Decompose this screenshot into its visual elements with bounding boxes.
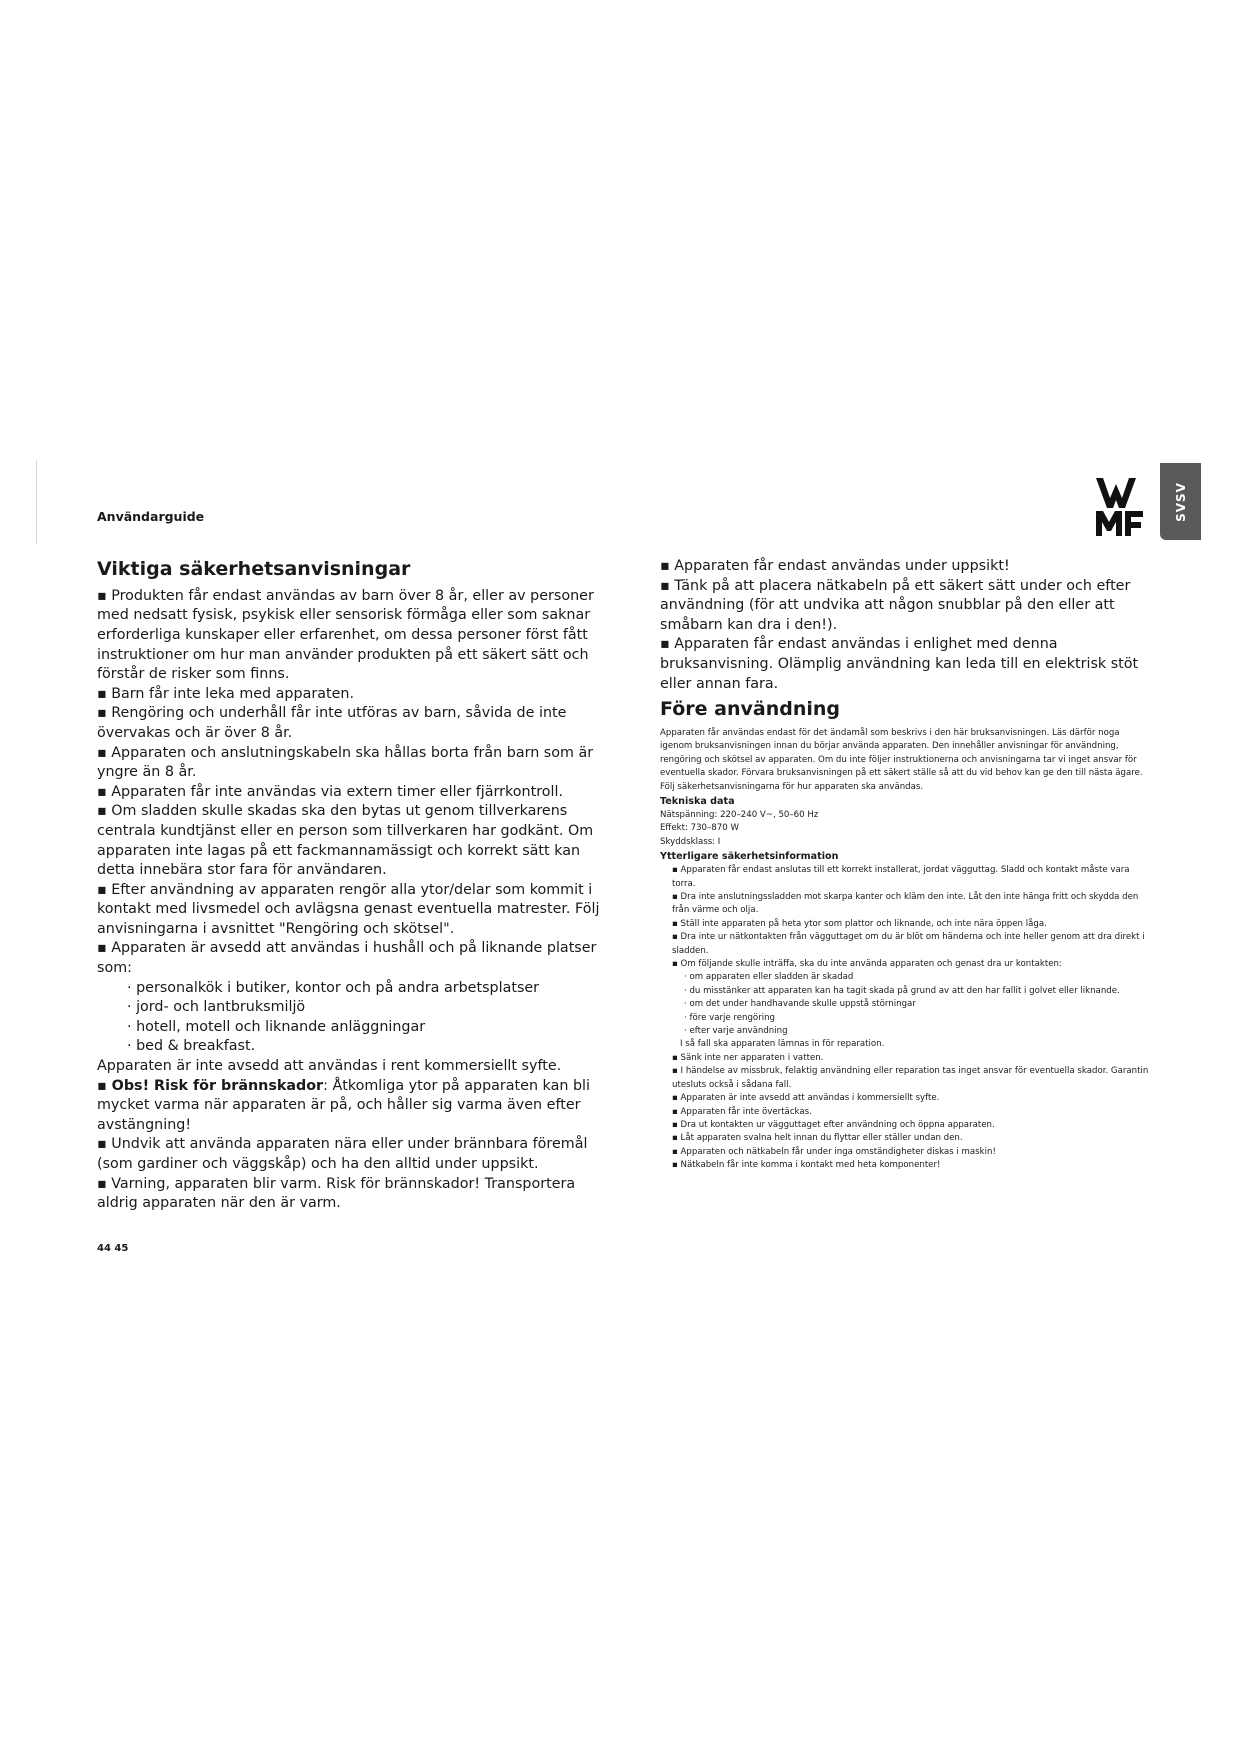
extra-safety-list xyxy=(660,864,1150,1172)
usage-place-item: · bed & breakfast. xyxy=(127,1038,256,1055)
extra-safety-item: ▪ Dra inte anslutningssladden mot skarpa kanter och kläm den inte. Låt den inte hänga fritt och skydda den från värme och olja. xyxy=(672,892,1139,916)
before-use-column xyxy=(660,557,1150,1173)
burn-warning xyxy=(97,1077,617,1136)
wmf-logo xyxy=(1096,478,1144,536)
tech-data-row: Effekt: 730–870 W xyxy=(660,823,739,834)
extra-safety-item: ▪ Apparaten är inte avsedd att användas i kommersiellt syfte. xyxy=(672,1093,940,1104)
usage-place-item: · jord- och lantbruksmiljö xyxy=(127,999,306,1016)
extra-safety-item: ▪ Om följande skulle inträffa, ska du inte använda apparaten och genast dra ur kontakten: xyxy=(672,959,1062,970)
safety-item: ▪ Apparaten och anslutningskabeln ska hållas borta från barn som är yngre än 8 år. xyxy=(97,744,594,781)
safety-item: ▪ Apparaten får endast användas i enlighet med denna bruksanvisning. Olämplig användning kan leda till en elektrisk stöt eller annan fara. xyxy=(660,636,1139,692)
extra-safety-item: ▪ Sänk inte ner apparaten i vatten. xyxy=(672,1052,824,1063)
before-use-body xyxy=(660,727,1150,1173)
safety-item: ▪ Om sladden skulle skadas ska den bytas ut genom tillverkarens centrala kundtjänst eller en person som tillverkaren har godkänt. Om apparaten inte lagas på ett fackmannamässigt och korrekt sätt kan detta innebära stor fara för användaren. xyxy=(97,803,594,879)
tech-data-row: Nätspänning: 220–240 V~, 50–60 Hz xyxy=(660,809,819,820)
tech-data-heading: Tekniska data xyxy=(660,795,735,807)
extra-safety-item: · du misstänker att apparaten kan ha tagit skada på grund av att den har fallit i golvet eller liknande. xyxy=(684,985,1120,996)
page-numbers: 44 45 xyxy=(97,1243,129,1254)
extra-safety-item: ▪ Dra ut kontakten ur vägguttaget efter användning och öppna apparaten. xyxy=(672,1119,995,1130)
safety-item: ▪ Barn får inte leka med apparaten. xyxy=(97,685,354,702)
safety-item: ▪ Apparaten får inte användas via extern timer eller fjärrkontroll. xyxy=(97,783,564,800)
extra-safety-item: ▪ Apparaten får endast anslutas till ett korrekt installerat, jordat vägguttag. Sladd och kontakt måste vara torra. xyxy=(672,865,1130,889)
extra-safety-heading: Ytterligare säkerhetsinformation xyxy=(660,851,839,863)
safety-item: ▪ Produkten får endast användas av barn över 8 år, eller av personer med nedsatt fysisk, psykisk eller sensorisk förmåga eller som saknar erforderliga kunskaper eller erfarenhet, om dessa personer först fått instruktioner om hur man använder produkten på ett säkert sätt och förstår de risker som finns. xyxy=(97,587,594,683)
extra-safety-item: · före varje rengöring xyxy=(684,1012,776,1023)
safety-heading: Viktiga säkerhetsanvisningar xyxy=(97,558,411,580)
extra-safety-item: · om det under handhavande skulle uppstå störningar xyxy=(684,999,916,1010)
extra-safety-item: ▪ I händelse av missbruk, felaktig användning eller reparation tas inget ansvar för eventuella skador. Garantin utesluts också i sådana fall. xyxy=(672,1066,1149,1090)
safety-item: ▪ Apparaten får endast användas under uppsikt! xyxy=(660,558,1010,574)
safety-item: ▪ Rengöring och underhåll får inte utföras av barn, såvida de inte övervakas och är över 8 år. xyxy=(97,705,567,741)
section-label: Användarguide xyxy=(97,509,205,524)
safety-item: ▪ Apparaten är avsedd att användas i hushåll och på liknande platser som: xyxy=(97,940,597,977)
intro-text: Följ säkerhetsanvisningarna för hur apparaten ska användas. xyxy=(660,781,924,792)
extra-safety-item: ▪ Nätkabeln får inte komma i kontakt med heta komponenter! xyxy=(672,1160,941,1171)
extra-safety-item: ▪ Låt apparaten svalna helt innan du flyttar eller ställer undan den. xyxy=(672,1133,963,1144)
intro-text: Apparaten får användas endast för det ändamål som beskrivs i den här bruksanvisningen. Läs därför noga igenom bruksanvisningen innan du börjar använda apparaten. Den innehåller anvisningar för användning, rengöring och skötsel av apparaten. Om du inte följer instruktionerna och anvisningarna tar vi inget ansvar för eventuella skador. Förvara bruksanvisningen på ett säkert ställe så att du vid behov kan ge den till nästa ägare. xyxy=(660,727,1143,779)
safety-item: ▪ Varning, apparaten blir varm. Risk för brännskador! Transportera aldrig apparaten när den är varm. xyxy=(97,1175,576,1212)
safety-item: ▪ Efter användning av apparaten rengör alla ytor/delar som kommit i kontakt med livsmedel och avlägsna genast eventuella matrester. Följ anvisningarna i avsnittet "Rengöring och skötsel". xyxy=(97,881,600,937)
extra-safety-item: · om apparaten eller sladden är skadad xyxy=(684,972,854,983)
safety-item: ▪ Undvik att använda apparaten nära eller under brännbara föremål (som gardiner och väggskåp) och ha den alltid under uppsikt. xyxy=(97,1136,588,1173)
extra-safety-item: · efter varje användning xyxy=(684,1026,788,1037)
extra-safety-item: ▪ Dra inte ur nätkontakten från vägguttaget om du är blöt om händerna och inte heller genom att dra direkt i sladden. xyxy=(672,932,1145,956)
extra-safety-item: ▪ Apparaten och nätkabeln får under inga omständigheter diskas i maskin! xyxy=(672,1146,996,1157)
safety-item: ▪ Tänk på att placera nätkabeln på ett säkert sätt under och efter användning (för att undvika att någon snubblar på den eller att småbarn kan dra i den!). xyxy=(660,577,1131,633)
language-code: SVSV xyxy=(1173,481,1188,522)
before-use-heading: Före användning xyxy=(660,698,840,721)
extra-safety-item: ▪ Apparaten får inte övertäckas. xyxy=(672,1106,812,1117)
usage-place-item: · personalkök i butiker, kontor och på andra arbetsplatser xyxy=(127,979,540,996)
usage-place-item: · hotell, motell och liknande anläggningar xyxy=(127,1018,426,1035)
extra-safety-item: ▪ Ställ inte apparaten på heta ytor som plattor och liknande, och inte nära öppen låga. xyxy=(672,918,1047,929)
margin-line xyxy=(36,460,37,544)
language-tab xyxy=(1160,463,1201,540)
safety-continued xyxy=(660,557,1150,694)
tech-data-row: Skyddsklass: I xyxy=(660,836,721,847)
burn-warning-label: ▪ Obs! Risk för brännskador xyxy=(97,1077,324,1094)
extra-safety-item: I så fall ska apparaten lämnas in för reparation. xyxy=(680,1039,885,1050)
safety-item: Apparaten är inte avsedd att användas i rent kommersiellt syfte. xyxy=(97,1058,562,1075)
burn-warning-text: : Åtkomliga ytor på apparaten kan bli mycket varma när apparaten är på, och håller sig varma även efter avstängning! xyxy=(97,1077,590,1133)
safety-column xyxy=(97,558,617,1214)
